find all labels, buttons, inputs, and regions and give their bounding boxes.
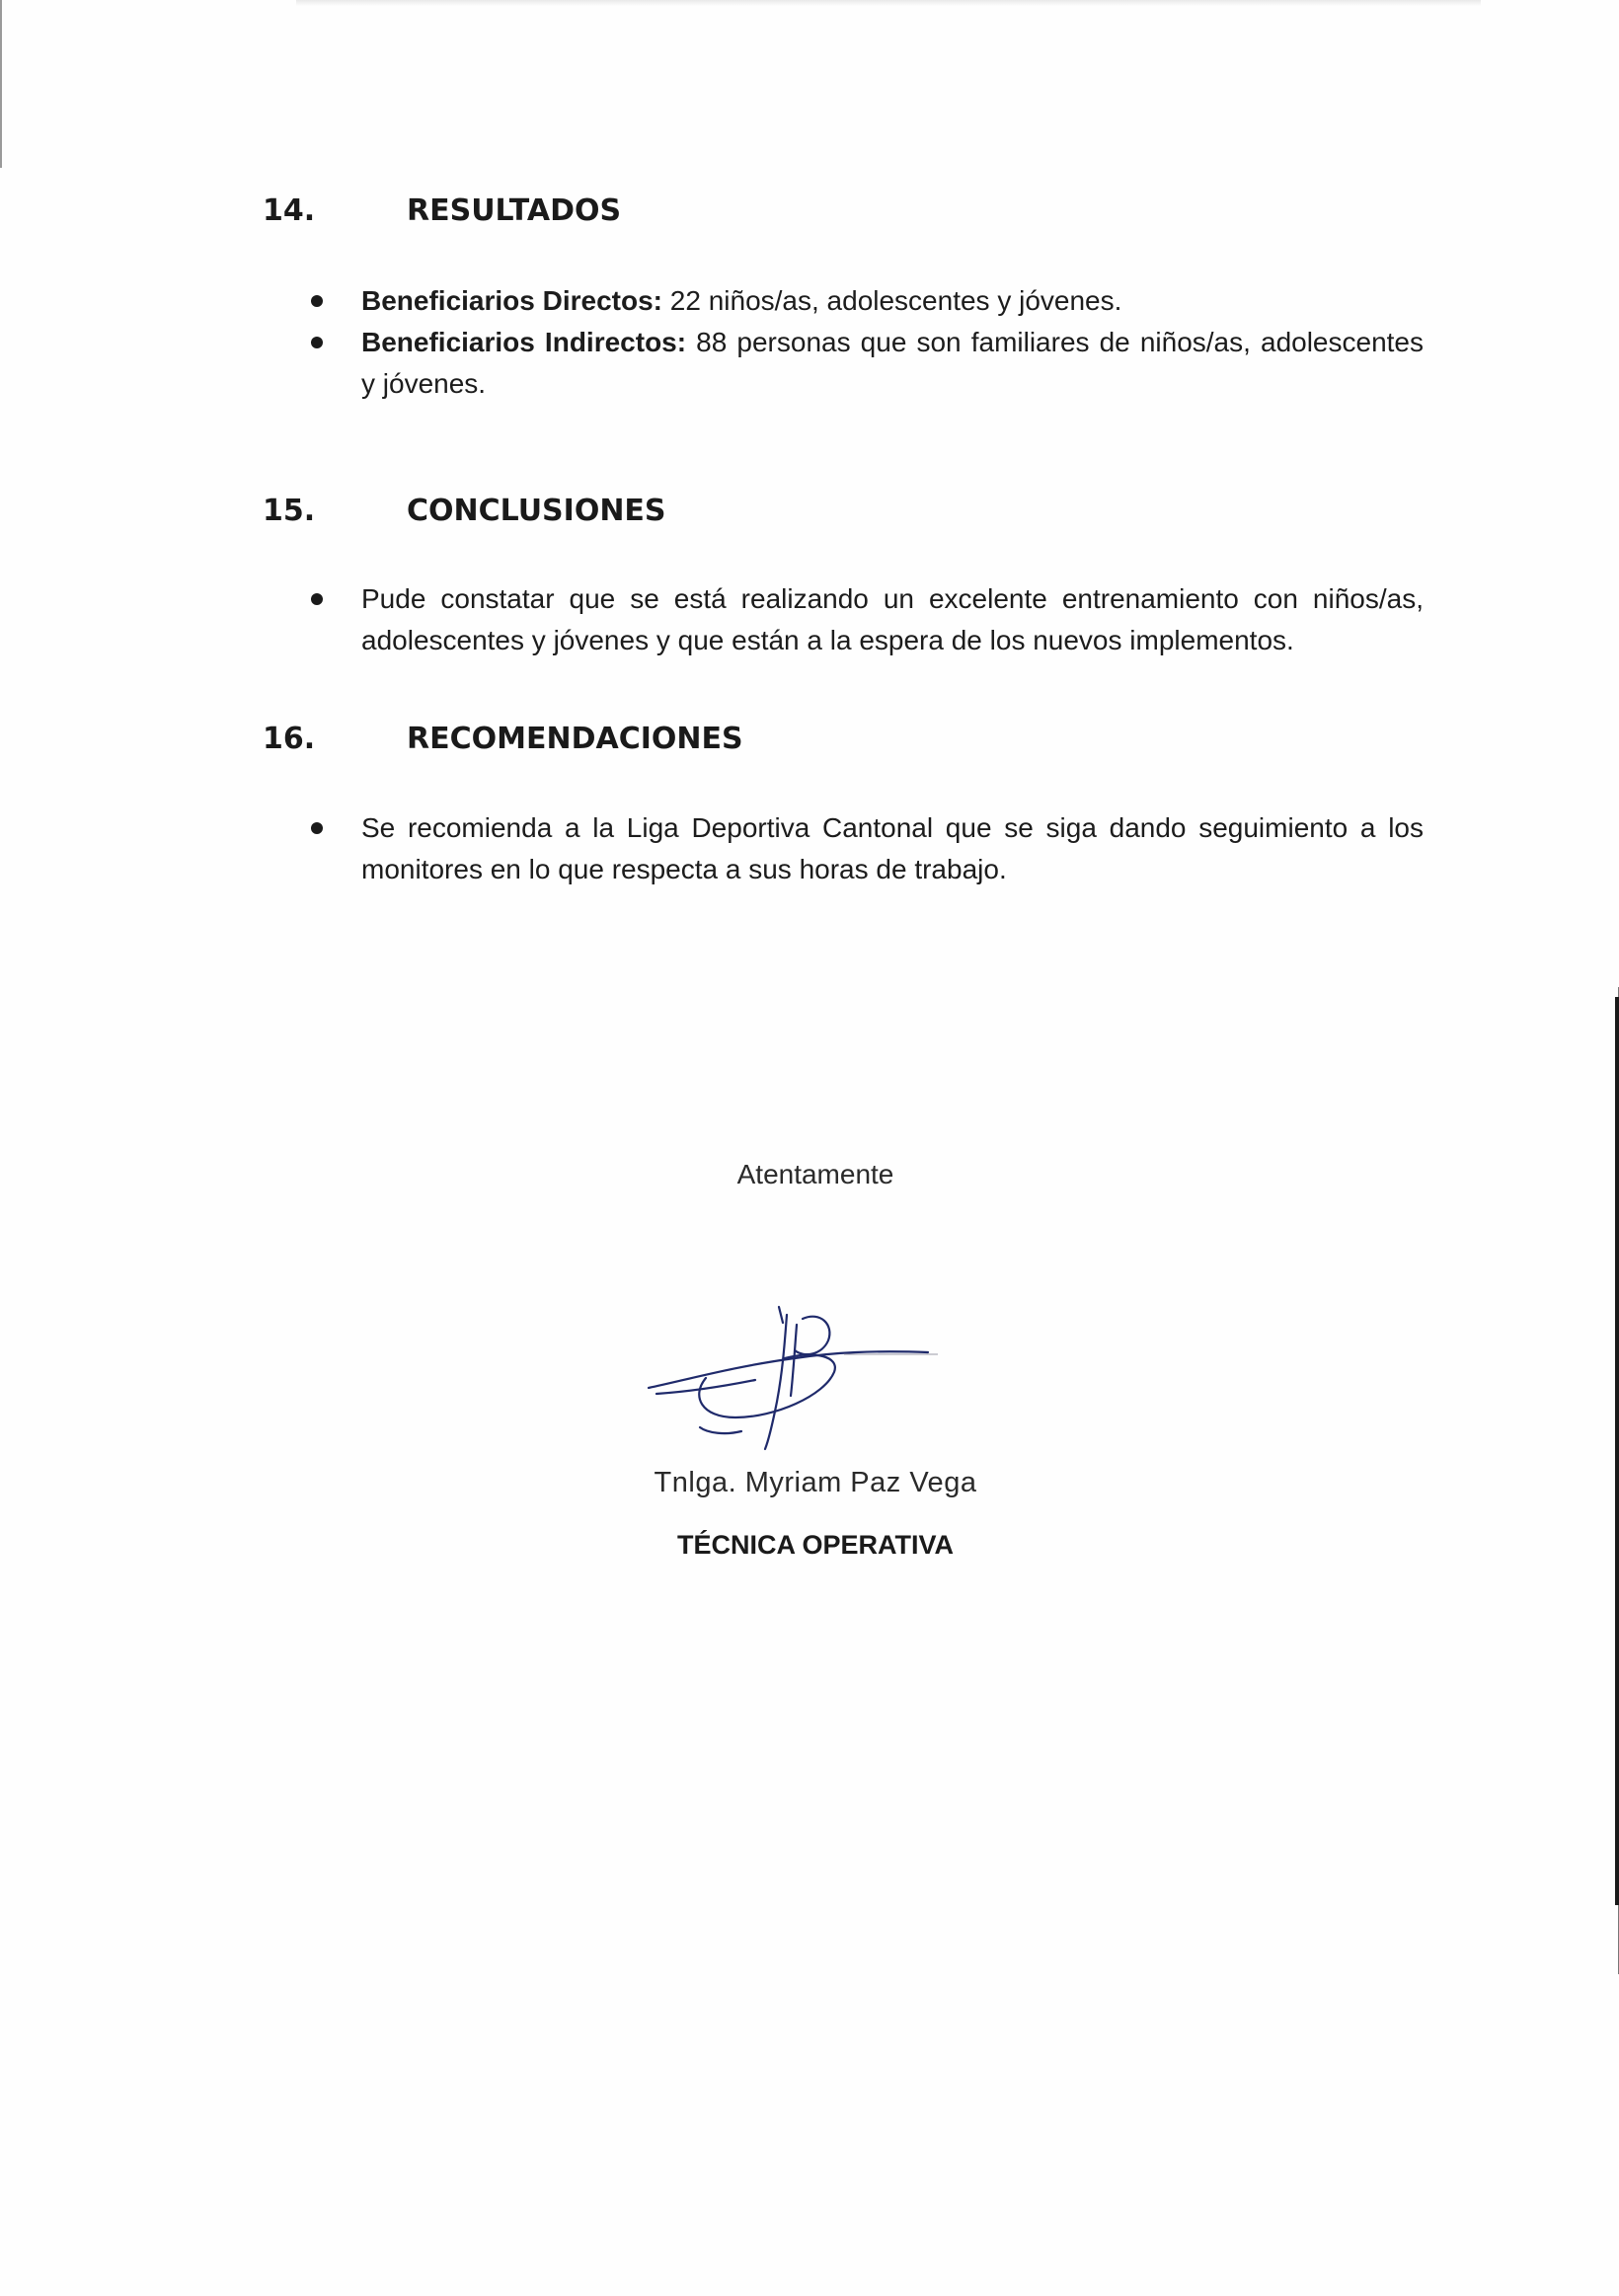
section-number: 14.: [263, 193, 316, 228]
list-item: [306, 578, 1424, 661]
section-number: 15.: [263, 494, 316, 528]
signer-role: TÉCNICA OPERATIVA: [676, 1530, 954, 1560]
item-text: 88 personas que son familiares de niños/as, adolescentes y jóvenes.: [361, 327, 1425, 399]
item-text: Se recomienda a la Liga Deportiva Cantonal que se siga dando seguimiento a los monitores en lo que respecta a sus horas de trabajo.: [361, 812, 1424, 884]
list-item: [306, 807, 1424, 890]
item-label: Beneficiarios Directos:: [361, 285, 662, 316]
bullet-icon: [311, 593, 323, 605]
scan-edge-right: [1615, 997, 1619, 1905]
list-item: [306, 280, 1424, 322]
recomendaciones-list: [306, 807, 1424, 890]
conclusiones-list: [306, 578, 1424, 661]
resultados-list: [306, 280, 1424, 405]
scan-edge-top: [296, 0, 1481, 6]
bullet-icon: [311, 295, 323, 307]
handwritten-signature: [647, 1301, 943, 1459]
section-number: 16.: [263, 722, 316, 756]
item-text: 22 niños/as, adolescentes y jóvenes.: [662, 285, 1122, 316]
bullet-icon: [311, 822, 323, 834]
item-label: Beneficiarios Indirectos:: [361, 327, 687, 357]
bullet-icon: [311, 337, 323, 348]
item-text: Pude constatar que se está realizando un excelente entrenamiento con niños/as, adolescentes y jóvenes y que están a la espera de los nuevos implementos.: [361, 583, 1424, 655]
signer-name: Tnlga. Myriam Paz Vega: [654, 1467, 977, 1498]
list-item: [306, 322, 1424, 405]
section-title: RESULTADOS: [407, 193, 622, 228]
section-title: RECOMENDACIONES: [407, 722, 743, 756]
scan-edge-left: [0, 0, 2, 168]
closing-salutation: Atentamente: [736, 1159, 894, 1189]
section-title: CONCLUSIONES: [407, 494, 666, 528]
